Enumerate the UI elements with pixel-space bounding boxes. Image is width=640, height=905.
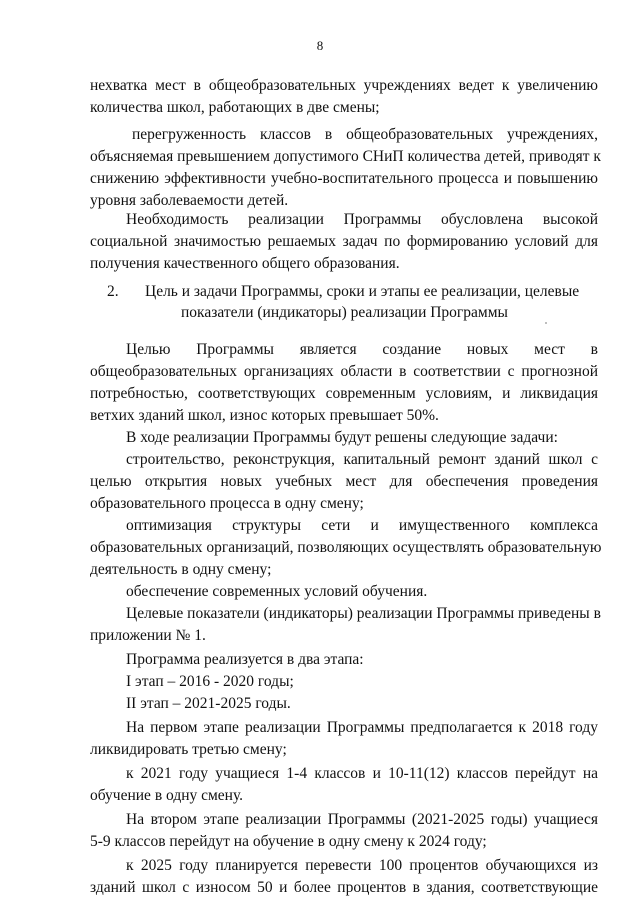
second-stage-line-2: 5-9 классов перейдут на обучение в одну смену к 2024 году; <box>90 833 487 850</box>
task-3: обеспечение современных условий обучения. <box>126 583 428 600</box>
scan-speck <box>545 322 547 324</box>
page-number: 8 <box>316 38 324 53</box>
goal-line-2: общеобразовательных организациях области в соответствии с прогнозной <box>90 363 598 380</box>
task-1-line-1: строительство, реконструкция, капитальный ремонт зданий школ с <box>126 451 598 468</box>
goal-line-4: ветхих зданий школ, износ которых превышает 50%. <box>90 407 439 424</box>
first-stage-line-2: ликвидировать третью смену; <box>90 741 287 758</box>
indicators-line-2: приложении № 1. <box>90 627 206 644</box>
goal-line-1: Целью Программы является создание новых мест в <box>126 341 598 358</box>
paragraph-3-line-1: Необходимость реализации Программы обусловлена высокой <box>126 211 598 228</box>
task-2-line-3: деятельность в одну смену; <box>90 561 272 578</box>
task-1-line-3: образовательного процесса в одну смену; <box>90 495 364 512</box>
section-heading-line-1: Цель и задачи Программы, сроки и этапы ее реализации, целевые <box>145 283 580 300</box>
paragraph-3-line-2: социальной значимостью решаемых задач по формированию условий для <box>90 233 598 250</box>
task-2-line-1: оптимизация структуры сети и имущественного комплекса <box>126 517 598 534</box>
year-2025-line-2: зданий школ с износом 50 и более процентов в здания, соответствующие <box>90 879 598 896</box>
year-2021-line-2: обучение в одну смену. <box>90 787 244 804</box>
stage-1: I этап – 2016 - 2020 годы; <box>126 673 294 690</box>
year-2025-line-1: к 2025 году планируется перевести 100 процентов обучающихся из <box>126 857 598 874</box>
paragraph-3-line-3: получения качественного общего образования. <box>90 255 400 272</box>
indicators-line-1: Целевые показатели (индикаторы) реализации Программы приведены в <box>126 605 601 622</box>
paragraph-2-line-3: снижению эффективности учебно-воспитательного процесса и повышению <box>90 170 598 187</box>
task-2-line-2: образовательных организаций, позволяющих осуществлять образовательную <box>90 539 602 556</box>
task-1-line-2: целью открытия новых учебных мест для обеспечения проведения <box>90 473 598 490</box>
section-heading-line-2: показатели (индикаторы) реализации Программы <box>181 304 508 321</box>
year-2021-line-1: к 2021 году учащиеся 1-4 классов и 10-11(12) классов перейдут на <box>126 765 598 782</box>
paragraph-2-line-2: объясняемая превышением допустимого СНиП количества детей, приводят к <box>90 148 601 165</box>
tasks-intro: В ходе реализации Программы будут решены следующие задачи: <box>126 429 558 446</box>
paragraph-2-line-4: уровня заболеваемости детей. <box>90 192 289 209</box>
stages-intro: Программа реализуется в два этапа: <box>126 651 364 668</box>
paragraph-2-line-1: перегруженность классов в общеобразовательных учреждениях, <box>132 126 598 143</box>
first-stage-line-1: На первом этапе реализации Программы предполагается к 2018 году <box>126 719 598 736</box>
second-stage-line-1: На втором этапе реализации Программы (2021-2025 годы) учащиеся <box>126 811 598 828</box>
paragraph-1-line-1: нехватка мест в общеобразовательных учреждениях ведет к увеличению <box>90 77 598 94</box>
paragraph-1-line-2: количества школ, работающих в две смены; <box>90 99 380 116</box>
goal-line-3: потребностью, соответствующих современным условиям, и ликвидация <box>90 385 598 402</box>
section-heading-number: 2. <box>107 283 119 300</box>
stage-2: II этап – 2021-2025 годы. <box>126 695 291 712</box>
